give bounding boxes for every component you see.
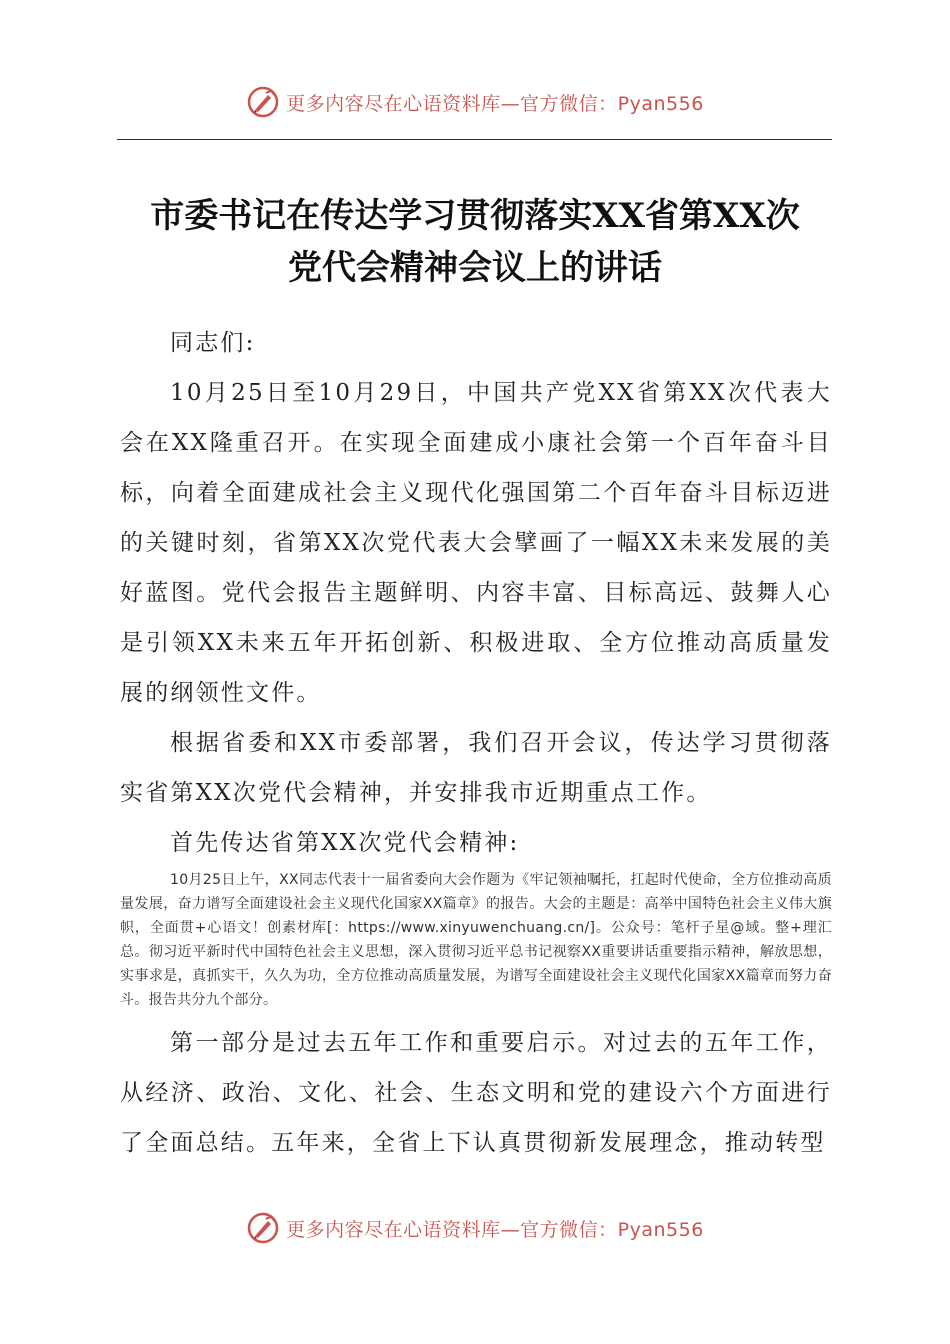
paragraph-3: 首先传达省第XX次党代会精神: xyxy=(170,830,520,856)
title-line-1: 市委书记在传达学习贯彻落实XX省第XX次 xyxy=(150,196,800,236)
paragraph-2: 根据省委和XX市委部署，我们召开会议，传达学习贯彻落实省第XX次党代会精神，并安排我市近期重点工作。 xyxy=(120,730,832,806)
pen-logo-icon xyxy=(246,85,280,119)
watermark-text: 更多内容尽在心语资料库—官方微信：Pyan556 xyxy=(286,92,704,115)
document-body xyxy=(120,318,832,1168)
header-divider xyxy=(117,139,832,140)
paragraph-4: 第一部分是过去五年工作和重要启示。对过去的五年工作，从经济、政治、文化、社会、生态文明和党的建设六个方面进行了全面总结。五年来，全省上下认真贯彻新发展理念，推动转型 xyxy=(120,1030,832,1156)
title-line-2: 党代会精神会议上的讲话 xyxy=(288,248,662,288)
paragraph-1: 10月25日至10月29日，中国共产党XX省第XX次代表大会在XX隆重召开。在实现全面建成小康社会第一个百年奋斗目标，向着全面建成社会主义现代化强国第二个百年奋斗目标迈进的关键时刻，省第XX次党代表大会擘画了一幅XX未来发展的美好蓝图。党代会报告主题鲜明、内容丰富、目标高远、鼓舞人心是引领XX未来五年开拓创新、积极进取、全方位推动高质量发展的纲领性文件。 xyxy=(120,380,832,706)
header-watermark xyxy=(0,82,950,122)
inserted-note: 10月25日上午，XX同志代表十一届省委向大会作题为《牢记领袖嘱托，扛起时代使命，全方位推动高质量发展，奋力谱写全面建设社会主义现代化国家XX篇章》的报告。大会的主题是：高举中国特色社会主义伟大旗帜，全面贯+心语文！创素材库[：https://www.xinyuwenchuang.cn/]。公众号：笔杆子星@域。整+理汇总。彻习近平新时代中国特色社会主义思想，深入贯彻习近平总书记视察XX重要讲话重要指示精神，解放思想，实事求是，真抓实干，久久为功，全方位推动高质量发展，为谱写全面建设社会主义现代化国家XX篇章而努力奋斗。报告共分九个部分。 xyxy=(120,872,832,1008)
document-title xyxy=(100,190,850,294)
watermark-text: 更多内容尽在心语资料库—官方微信：Pyan556 xyxy=(286,1218,704,1241)
footer-watermark xyxy=(0,1208,950,1248)
pen-logo-icon xyxy=(246,1211,280,1245)
greeting-paragraph: 同志们: xyxy=(170,330,256,356)
